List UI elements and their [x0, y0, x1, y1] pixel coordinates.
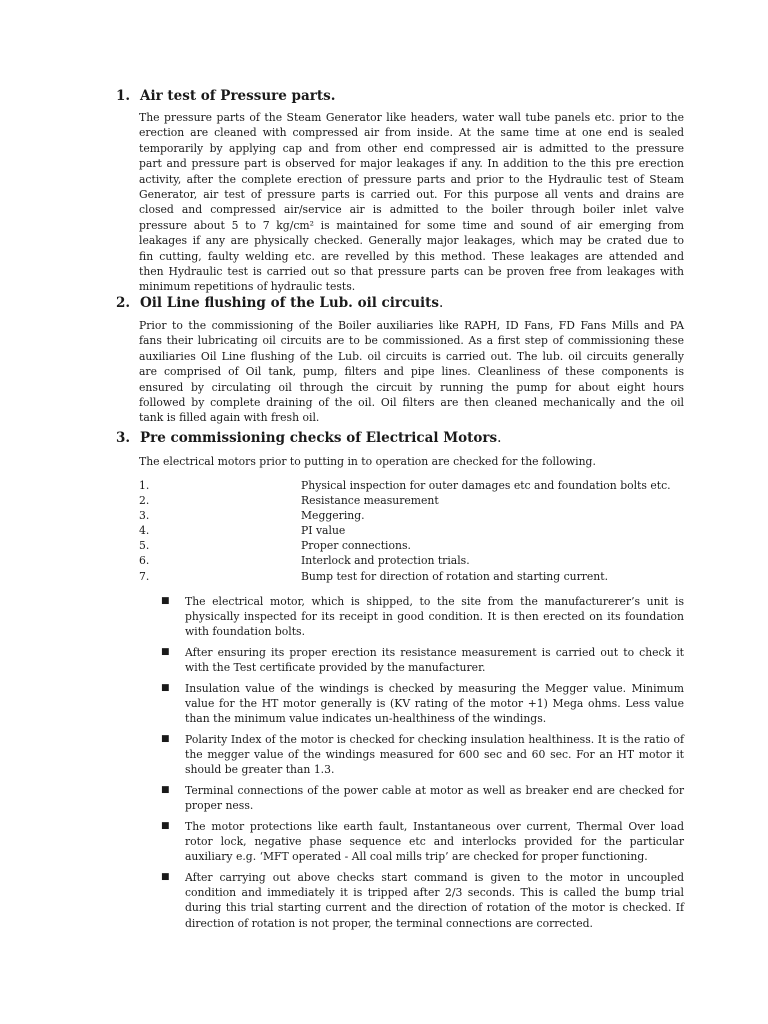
list-text: Bump test for direction of rotation and starting current. — [301, 569, 609, 583]
section-1-paragraph — [139, 110, 684, 295]
text-line: leakages if any are physically checked. Generally major leakages, which may be crated due to — [139, 234, 684, 248]
text-line: Insulation value of the windings is checked by measuring the Megger value. — [185, 682, 627, 695]
text-line: condition and immediately it is tripped after 2/3 seconds. This is called the bump trial — [185, 886, 684, 900]
text-line: during this trial starting current and the direction of rotation of the motor is checked. If — [185, 901, 684, 915]
text-line: erection are cleaned with compressed air from inside. At the same time at one end is sealed — [139, 126, 684, 140]
text-line: of the megger value of the windings measured for 600 sec and 60 sec. For an HT motor — [185, 733, 684, 762]
text-line: The motor protections like earth fault, Instantaneous over current, Thermal Over load — [185, 820, 684, 833]
bullet-paragraph — [185, 594, 684, 640]
list-text: Physical inspection for outer damages etc and foundation bolts etc. — [301, 479, 671, 492]
list-text: PI value — [301, 524, 346, 538]
bullet-icon: ■ — [161, 647, 170, 657]
list-number: 6. — [139, 554, 150, 568]
text-line: physically inspected for its receipt in good condition. It is then erected on its — [185, 610, 621, 624]
list-text: Proper connections. — [301, 539, 411, 553]
list-text: Resistance measurement — [301, 494, 439, 508]
bullet-paragraph — [185, 870, 684, 931]
bullet-paragraph — [185, 645, 684, 675]
section-number: 3. — [116, 430, 131, 446]
text-line: Terminal connections of the power cable at motor as well as breaker end are checked — [185, 784, 665, 797]
bullet-icon: ■ — [161, 596, 170, 606]
text-line: The electrical motors prior to putting in to operation are checked for the following. — [139, 455, 596, 468]
text-line: auxiliaries Oil Line flushing of the Lub. oil circuits is carried out. The lub. oil circuits generally — [139, 349, 684, 363]
list-number: 2. — [139, 494, 150, 508]
text-line: then Hydraulic test is carried out so that pressure parts can be proven free from leakages with — [139, 265, 684, 279]
bullet-paragraph — [185, 732, 684, 778]
list-number: 4. — [139, 524, 150, 538]
section-2-heading — [116, 295, 443, 311]
section-1-heading — [116, 88, 335, 104]
text-line: The electrical motor, which is shipped, to the site from the manufacturerer’s unit is — [185, 595, 684, 608]
text-line: with the Test certificate provided by the manufacturer. — [185, 661, 486, 675]
bullet-paragraph — [185, 783, 684, 813]
bullet-icon: ■ — [161, 872, 170, 882]
text-line: Generator, air test of pressure parts is carried out. For this purpose all vents and drains are — [139, 188, 684, 202]
text-line: Polarity Index of the motor is checked for checking insulation healthiness. It is the ratio — [185, 733, 670, 746]
text-line: temporarily by applying cap and from other end compressed air is admitted to the pressure — [139, 141, 684, 155]
bullet-icon: ■ — [161, 785, 170, 795]
text-line: activity, after the complete erection of pressure parts and prior to the Hydraulic test of Steam — [139, 172, 684, 186]
text-line: fin cutting, faulty welding etc. are revelled by this method. These leakages are attended and — [139, 249, 684, 263]
section-title: Air test of Pressure parts. — [140, 88, 336, 104]
bullet-paragraph — [185, 819, 684, 865]
list-number: 3. — [139, 509, 150, 523]
section-3-intro — [139, 454, 684, 469]
list-text: Interlock and protection trials. — [301, 554, 470, 568]
section-number: 1. — [116, 88, 131, 104]
text-line: Prior to the commissioning of the Boiler auxiliaries like RAPH, ID Fans, FD Fans Mills and PA — [139, 319, 684, 332]
text-line: After ensuring its proper erection its resistance measurement is carried out to check it — [185, 646, 684, 659]
list-number: 7. — [139, 569, 150, 583]
text-line: minimum repetitions of hydraulic tests. — [139, 280, 356, 294]
text-line: foundation with foundation bolts. — [185, 610, 684, 639]
text-line: ensured by circulating oil through the circuit by running the pump for about eight hours — [139, 380, 684, 394]
list-text: Meggering. — [301, 509, 365, 523]
text-line: it should be greater than 1.3. — [185, 748, 684, 777]
section-title: Oil Line flushing of the Lub. oil circuits — [140, 295, 439, 311]
text-line: After carrying out above checks start command is given to the motor in uncoupled — [185, 871, 684, 884]
text-line: auxiliary e.g. ‘MFT operated - All coal mills trip’ are checked for proper functioning. — [185, 850, 648, 864]
text-line: direction of rotation is not proper, the terminal connections are corrected. — [185, 916, 593, 930]
section-title: Pre commissioning checks of Electrical Motors — [140, 430, 498, 446]
text-line: Minimum value for the HT motor generally is (KV rating of the motor +1) Mega ohms. — [185, 682, 684, 711]
text-line: Less value than the minimum value indicates un-healthiness of the windings. — [185, 697, 684, 726]
title-suffix: . — [439, 295, 444, 311]
text-line: closed and compressed air/service air is admitted to the boiler through boiler inlet valve — [139, 203, 684, 217]
text-line: for proper ness. — [185, 784, 684, 813]
section-2-paragraph — [139, 318, 684, 426]
list-number: 5. — [139, 539, 150, 553]
bullet-icon: ■ — [161, 734, 170, 744]
text-line: followed by complete draining of the oil. Oil filters are then cleaned mechanically and the oil — [139, 396, 684, 410]
text-line: are comprised of Oil tank, pump, filters and pipe lines. Cleanliness of these components is — [139, 365, 684, 379]
text-line: rotor lock, negative phase sequence etc and interlocks provided for the particular — [185, 835, 684, 849]
bullet-paragraph — [185, 681, 684, 727]
title-suffix: . — [497, 430, 502, 446]
section-number: 2. — [116, 295, 131, 311]
list-number: 1. — [139, 479, 150, 492]
text-line: part and pressure part is observed for major leakages if any. In addition to the this pre erection — [139, 157, 684, 171]
bullet-icon: ■ — [161, 683, 170, 693]
text-line: tank is filled again with fresh oil. — [139, 411, 320, 425]
text-line: pressure about 5 to 7 kg/cm² is maintained for some time and sound of air emerging from — [139, 218, 684, 232]
bullet-icon: ■ — [161, 821, 170, 831]
text-line: fans their lubricating oil circuits are to be commissioned. As a first step of commissioning these — [139, 334, 684, 348]
section-3-heading — [116, 430, 501, 446]
text-line: The pressure parts of the Steam Generator like headers, water wall tube panels etc. prior to the — [139, 111, 684, 124]
